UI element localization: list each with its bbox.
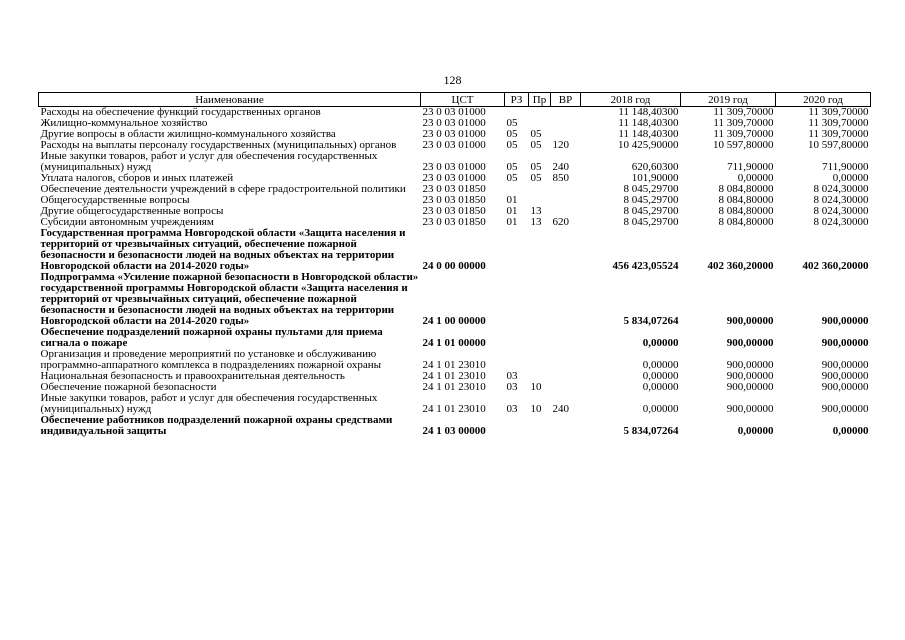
cell-name: Другие вопросы в области жилищно-коммунального хозяйства (40, 129, 336, 140)
cell-rz: 03 (506, 382, 518, 393)
cell-y2018: 10 425,90000 (618, 140, 679, 151)
cell-name: Другие общегосударственные вопросы (40, 206, 224, 217)
header-2020: 2020 год (776, 93, 871, 107)
cell-y2019: 900,00000 (726, 315, 774, 327)
table-row (39, 217, 871, 228)
table-row (39, 107, 871, 119)
cell-y2019: 402 360,20000 (707, 260, 774, 272)
cell-rz (505, 107, 529, 119)
cell-y2018: 0,00000 (642, 403, 679, 415)
cell-y2018: 0,00000 (642, 337, 679, 349)
cell-y2019: 0,00000 (737, 425, 774, 437)
cell-pr: 13 (530, 206, 542, 217)
cell-pr: 13 (530, 217, 542, 228)
cell-name: Субсидии автономным учреждениям (40, 217, 214, 228)
cell-pr (529, 184, 551, 195)
cell-rz: 05 (506, 161, 518, 173)
cell-y2020: 8 024,30000 (813, 217, 869, 228)
cell-vr (551, 415, 581, 437)
cell-pr: 10 (530, 403, 542, 415)
cell-vr (551, 382, 581, 393)
cell-cst: 24 1 01 23010 (422, 359, 486, 371)
header-2019: 2019 год (681, 93, 776, 107)
cell-vr (551, 371, 581, 382)
header-name: Наименование (39, 93, 421, 107)
cell-y2019: 8 084,80000 (718, 184, 774, 195)
cell-y2019: 900,00000 (726, 337, 774, 349)
cell-cst: 23 0 03 01850 (422, 195, 486, 206)
cell-pr: 05 (530, 161, 542, 173)
cell-y2019: 0,00000 (737, 173, 774, 184)
cell-cst: 24 0 00 00000 (422, 260, 486, 272)
cell-y2020: 900,00000 (821, 371, 869, 382)
cell-y2019: 900,00000 (726, 371, 774, 382)
table-row (39, 129, 871, 140)
cell-name: Обеспечение пожарной безопасности (40, 382, 217, 393)
table-row (39, 118, 871, 129)
cell-name: Уплата налогов, сборов и иных платежей (40, 173, 234, 184)
table-row (39, 206, 871, 217)
table-row (39, 228, 871, 272)
cell-cst: 24 1 01 23010 (422, 371, 486, 382)
cell-cst: 23 0 03 01850 (422, 217, 486, 228)
cell-y2018: 8 045,29700 (623, 217, 679, 228)
cell-y2018: 0,00000 (642, 382, 679, 393)
cell-rz (505, 327, 529, 349)
cell-rz: 05 (506, 129, 518, 140)
cell-rz: 03 (506, 403, 518, 415)
table-row (39, 415, 871, 437)
cell-y2019: 900,00000 (726, 382, 774, 393)
cell-vr (551, 118, 581, 129)
cell-name: Жилищно-коммунальное хозяйство (40, 118, 208, 129)
cell-vr (551, 107, 581, 119)
cell-y2019: 11 309,70000 (713, 106, 774, 118)
cell-name: Иные закупки товаров, работ и услуг для обеспечения государственных (муниципальных) нужд (40, 151, 378, 173)
cell-y2018: 5 834,07264 (623, 425, 679, 437)
cell-cst: 24 1 01 23010 (422, 403, 486, 415)
cell-cst: 23 0 03 01850 (422, 206, 486, 217)
table-row (39, 140, 871, 151)
cell-name: Расходы на выплаты персоналу государственных (муниципальных) органов (40, 140, 397, 151)
cell-cst: 23 0 03 01000 (422, 140, 486, 151)
cell-cst: 24 1 01 23010 (422, 382, 486, 393)
cell-rz: 01 (506, 217, 518, 228)
cell-cst: 23 0 03 01000 (422, 129, 486, 140)
cell-pr (529, 349, 551, 371)
cell-name: Государственная программа Новгородской области «Защита населения и территорий от чрезвычайных ситуаций, обеспечение пожарной безопасности и безопасности людей на водных объектах на территории Новгородской области на 2014-2020 годы» (40, 228, 406, 272)
cell-vr (551, 129, 581, 140)
cell-rz: 01 (506, 206, 518, 217)
cell-pr (529, 107, 551, 119)
cell-y2018: 11 148,40300 (618, 118, 679, 129)
cell-y2018: 620,60300 (631, 161, 679, 173)
cell-cst: 23 0 03 01000 (422, 173, 486, 184)
cell-vr (551, 184, 581, 195)
cell-y2019: 11 309,70000 (713, 129, 774, 140)
cell-y2018: 5 834,07264 (623, 315, 679, 327)
table-row (39, 173, 871, 184)
cell-pr: 10 (530, 382, 542, 393)
cell-y2020: 900,00000 (821, 315, 869, 327)
header-2018: 2018 год (581, 93, 681, 107)
cell-y2020: 8 024,30000 (813, 184, 869, 195)
cell-rz: 05 (506, 118, 518, 129)
cell-rz: 05 (506, 173, 518, 184)
cell-vr: 120 (552, 140, 569, 151)
cell-y2019: 8 084,80000 (718, 195, 774, 206)
cell-y2019: 11 309,70000 (713, 118, 774, 129)
table-row (39, 195, 871, 206)
cell-y2019: 10 597,80000 (713, 140, 774, 151)
cell-pr: 05 (530, 140, 542, 151)
cell-y2019: 900,00000 (726, 403, 774, 415)
cell-name: Общегосударственные вопросы (40, 195, 190, 206)
table-row (39, 393, 871, 415)
header-cst: ЦСТ (421, 93, 505, 107)
cell-vr (551, 228, 581, 272)
cell-y2018: 456 423,05524 (612, 260, 679, 272)
page-number: 128 (443, 73, 462, 87)
cell-vr (551, 327, 581, 349)
table-row (39, 371, 871, 382)
cell-y2018: 101,90000 (631, 173, 679, 184)
header-vr: ВР (551, 93, 581, 107)
cell-name: Подпрограмма «Усиление пожарной безопасности в Новгородской области» государственной программы Новгородской области «Защита населения и территорий от чрезвычайных ситуаций, обеспечение пожарной безопасности и безопасности людей на водных объектах на территории Новгородской области на 2014-2020 годы» (40, 272, 419, 327)
cell-y2020: 0,00000 (832, 425, 869, 437)
header-pr: Пр (529, 93, 551, 107)
cell-vr: 850 (552, 173, 569, 184)
cell-name: Организация и проведение мероприятий по установке и обслуживанию программно-аппаратного комплекса в подразделениях пожарной охраны (40, 349, 382, 371)
cell-name: Обеспечение работников подразделений пожарной охраны средствами индивидуальной защиты (40, 415, 393, 437)
cell-y2020: 711,90000 (822, 161, 869, 173)
cell-y2019: 711,90000 (727, 161, 774, 173)
cell-y2018: 0,00000 (642, 359, 679, 371)
cell-cst: 24 1 01 00000 (422, 337, 486, 349)
cell-y2019: 900,00000 (726, 359, 774, 371)
cell-cst: 24 1 03 00000 (422, 425, 486, 437)
cell-pr (529, 415, 551, 437)
cell-y2019: 8 084,80000 (718, 206, 774, 217)
cell-y2020: 8 024,30000 (813, 206, 869, 217)
cell-rz (505, 228, 529, 272)
cell-vr (551, 206, 581, 217)
cell-vr: 240 (552, 161, 569, 173)
cell-cst: 24 1 00 00000 (422, 315, 486, 327)
cell-y2020: 900,00000 (821, 359, 869, 371)
cell-name: Иные закупки товаров, работ и услуг для обеспечения государственных (муниципальных) нужд (40, 393, 378, 415)
cell-y2020: 11 309,70000 (808, 129, 869, 140)
cell-y2018: 8 045,29700 (623, 206, 679, 217)
cell-y2018: 8 045,29700 (623, 195, 679, 206)
cell-y2018: 11 148,40300 (618, 106, 679, 118)
cell-y2020: 11 309,70000 (808, 118, 869, 129)
header-row (39, 93, 871, 107)
cell-vr (551, 272, 581, 327)
cell-name: Обеспечение подразделений пожарной охраны пультами для приема сигнала о пожаре (40, 327, 383, 349)
cell-pr (529, 228, 551, 272)
cell-y2020: 402 360,20000 (802, 260, 869, 272)
cell-pr (529, 195, 551, 206)
cell-rz (505, 415, 529, 437)
cell-y2018: 8 045,29700 (623, 184, 679, 195)
cell-y2018: 0,00000 (642, 371, 679, 382)
table-body (39, 107, 871, 438)
table-row (39, 184, 871, 195)
cell-y2018: 11 148,40300 (618, 129, 679, 140)
header-rz: РЗ (505, 93, 529, 107)
cell-rz (505, 349, 529, 371)
cell-rz: 05 (506, 140, 518, 151)
table-row (39, 349, 871, 371)
cell-rz: 01 (506, 195, 518, 206)
cell-rz (505, 272, 529, 327)
cell-cst: 23 0 03 01850 (422, 184, 486, 195)
table-row (39, 382, 871, 393)
cell-pr (529, 118, 551, 129)
cell-cst: 23 0 03 01000 (422, 106, 486, 118)
cell-y2020: 10 597,80000 (808, 140, 869, 151)
cell-vr: 240 (552, 403, 569, 415)
cell-pr (529, 327, 551, 349)
cell-y2020: 11 309,70000 (808, 106, 869, 118)
cell-rz: 03 (506, 371, 518, 382)
cell-name: Расходы на обеспечение функций государственных органов (40, 106, 321, 118)
cell-y2020: 900,00000 (821, 403, 869, 415)
table-row (39, 151, 871, 173)
cell-y2019: 8 084,80000 (718, 217, 774, 228)
cell-name: Обеспечение деятельности учреждений в сфере градостроительной политики (40, 184, 406, 195)
cell-rz (505, 184, 529, 195)
cell-pr: 05 (530, 173, 542, 184)
cell-y2020: 8 024,30000 (813, 195, 869, 206)
cell-cst: 23 0 03 01000 (422, 161, 486, 173)
cell-cst: 23 0 03 01000 (422, 118, 486, 129)
cell-vr (551, 349, 581, 371)
cell-pr (529, 371, 551, 382)
cell-pr: 05 (530, 129, 542, 140)
cell-vr (551, 195, 581, 206)
cell-vr: 620 (552, 217, 569, 228)
cell-y2020: 900,00000 (821, 337, 869, 349)
table-row (39, 272, 871, 327)
cell-y2020: 0,00000 (832, 173, 869, 184)
cell-pr (529, 272, 551, 327)
cell-name: Национальная безопасность и правоохранительная деятельность (40, 371, 345, 382)
budget-table (38, 92, 871, 437)
cell-y2020: 900,00000 (821, 382, 869, 393)
table-row (39, 327, 871, 349)
